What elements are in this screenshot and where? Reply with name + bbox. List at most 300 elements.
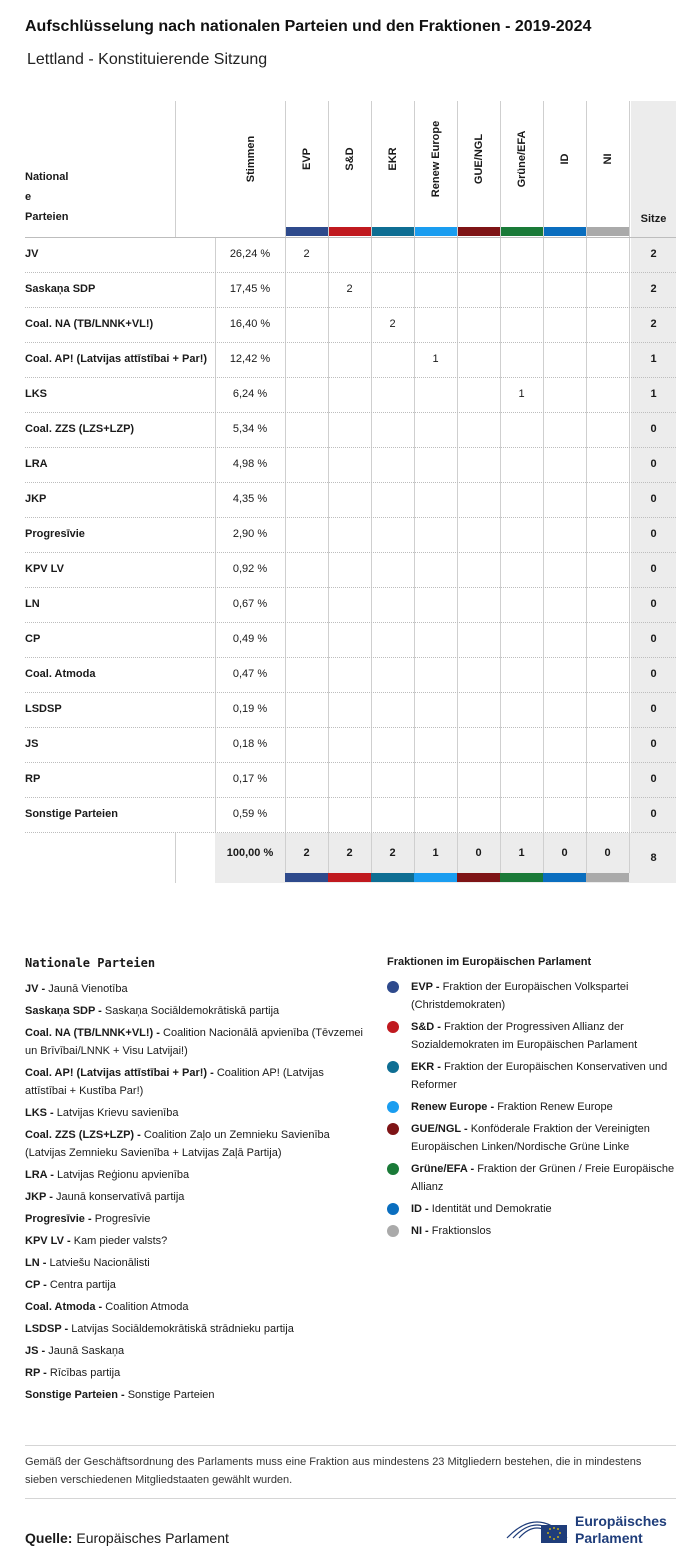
group-colorbar-top	[500, 227, 543, 236]
group-seats-cell	[328, 517, 371, 552]
total-group-seats: 1	[432, 847, 439, 859]
total-group-seats: 2	[389, 847, 396, 859]
group-seats-cell	[414, 447, 457, 482]
results-table	[25, 101, 676, 883]
header-group-ni: NI	[601, 153, 614, 165]
table-row	[25, 692, 676, 727]
party-name: Saskaņa SDP	[25, 283, 96, 295]
legend-name: Identität und Demokratie	[431, 1203, 552, 1215]
group-seats-cell	[328, 482, 371, 517]
group-seats-cell	[500, 552, 543, 587]
legend-national-parties	[25, 956, 365, 1408]
legend-name: Latvijas Sociāldemokrātiskā strādnieku partija	[71, 1323, 294, 1335]
table-row	[25, 482, 676, 517]
group-seats-cell	[414, 552, 457, 587]
legend-abbr: Grüne/EFA -	[411, 1163, 475, 1175]
group-seats-cell	[457, 342, 500, 377]
legend-name: Latvijas Krievu savienība	[56, 1107, 179, 1119]
group-seats-cell	[457, 517, 500, 552]
table-row	[25, 727, 676, 762]
group-seats-cell	[371, 342, 414, 377]
seat-count: 0	[650, 528, 657, 540]
group-seats-cell	[457, 377, 500, 412]
group-seats-cell	[285, 587, 328, 622]
divider	[25, 1498, 676, 1499]
legend-national-item	[25, 1386, 365, 1404]
legend-name: Kam pieder valsts?	[73, 1235, 168, 1247]
group-color-dot-icon	[387, 1163, 399, 1175]
total-group-seats: 1	[518, 847, 525, 859]
group-seats-cell	[543, 272, 586, 307]
legend-abbr: EVP -	[411, 981, 440, 993]
legend-name: Centra partija	[49, 1279, 116, 1291]
legend-group-item	[387, 1098, 677, 1116]
legend-group-item	[387, 1200, 677, 1218]
legend-abbr: LRA -	[25, 1169, 54, 1181]
legend-abbr: Renew Europe -	[411, 1101, 495, 1113]
group-seats-cell	[328, 237, 371, 272]
table-row	[25, 657, 676, 692]
group-seats-cell	[586, 342, 629, 377]
group-seats-cell	[328, 447, 371, 482]
group-seats-cell	[500, 342, 543, 377]
legend-national-item	[25, 980, 365, 998]
table-row	[25, 272, 676, 307]
header-group-gr-ne-efa: Grüne/EFA	[515, 130, 528, 188]
divider	[25, 1445, 676, 1446]
vote-share: 17,45 %	[229, 283, 271, 295]
group-color-dot-icon	[387, 1123, 399, 1135]
group-seats-cell	[500, 517, 543, 552]
legend-group-item	[387, 1058, 677, 1094]
group-seats-cell	[285, 412, 328, 447]
group-seats-cell	[371, 412, 414, 447]
seat-count: 0	[650, 668, 657, 680]
legend-abbr: Coal. ZZS (LZS+LZP) -	[25, 1129, 141, 1141]
legend-abbr: Saskaņa SDP -	[25, 1005, 102, 1017]
vote-share: 0,19 %	[232, 703, 268, 715]
table-row	[25, 447, 676, 482]
legend-abbr: Sonstige Parteien -	[25, 1389, 125, 1401]
group-seats-cell	[414, 482, 457, 517]
table-row	[25, 517, 676, 552]
group-color-dot-icon	[387, 1061, 399, 1073]
legend-national-item	[25, 1188, 365, 1206]
group-seats-cell	[285, 727, 328, 762]
vote-share: 4,98 %	[232, 458, 268, 470]
legend-group-item	[387, 1222, 677, 1240]
group-seats-cell	[328, 797, 371, 832]
legend-name: Progresīvie	[94, 1213, 151, 1225]
party-name: JKP	[25, 493, 47, 505]
group-color-dot-icon	[387, 1101, 399, 1113]
group-seats-cell	[500, 762, 543, 797]
group-seats-cell	[285, 622, 328, 657]
group-seats-cell	[285, 342, 328, 377]
group-seats-cell	[414, 307, 457, 342]
group-seats-cell	[328, 727, 371, 762]
legend-abbr: Coal. NA (TB/LNNK+VL!) -	[25, 1027, 160, 1039]
group-color-dot-icon	[387, 981, 399, 993]
group-seats-cell	[586, 797, 629, 832]
table-row	[25, 622, 676, 657]
group-seats-cell	[328, 762, 371, 797]
legend-name: Fraktionslos	[431, 1225, 492, 1237]
group-seats-cell	[543, 412, 586, 447]
group-seats-cell	[457, 692, 500, 727]
table-row	[25, 762, 676, 797]
header-national-line-3: Parteien	[25, 211, 69, 223]
group-seats-cell	[285, 762, 328, 797]
group-seats-cell	[457, 657, 500, 692]
legend-abbr: S&D -	[411, 1021, 441, 1033]
group-seats-cell	[328, 657, 371, 692]
source-line	[25, 1530, 229, 1546]
legend-abbr: LN -	[25, 1257, 47, 1269]
party-name: LKS	[25, 388, 47, 400]
ep-logo-line-1: Europäisches	[575, 1513, 667, 1529]
vote-share: 2,90 %	[232, 528, 268, 540]
party-name: KPV LV	[25, 563, 64, 575]
group-seats-cell	[457, 482, 500, 517]
group-seats-cell	[586, 762, 629, 797]
page-title: Aufschlüsselung nach nationalen Parteien und den Fraktionen - 2019-2024	[25, 18, 592, 35]
group-seats-cell	[500, 307, 543, 342]
group-seats-cell	[457, 272, 500, 307]
header-group-evp: EVP	[300, 147, 313, 171]
seat-count: 0	[650, 458, 657, 470]
group-seats-cell	[457, 412, 500, 447]
total-group-seats: 0	[475, 847, 482, 859]
header-group-gue-ngl: GUE/NGL	[472, 133, 485, 185]
group-colorbar-top	[371, 227, 414, 236]
group-seats-cell	[500, 237, 543, 272]
total-group-seats: 0	[604, 847, 611, 859]
legend-name: Coalition Nacionālā apvienība (Tēvzemei un Brīvībai/LNNK + Visu Latvijai!)	[25, 1027, 363, 1057]
legend-name: Coalition Atmoda	[105, 1301, 189, 1313]
legend-national-item	[25, 1104, 365, 1122]
group-seats-cell	[414, 237, 457, 272]
legend-group-item	[387, 1018, 677, 1054]
legend-name: Fraktion der Europäischen Konservativen und Reformer	[411, 1061, 668, 1091]
legend-abbr: NI -	[411, 1225, 429, 1237]
seat-count: 0	[650, 598, 657, 610]
group-seats-cell	[457, 797, 500, 832]
group-seats-cell	[543, 447, 586, 482]
group-seats-cell	[457, 447, 500, 482]
ep-logo-line-2: Parlament	[575, 1530, 643, 1546]
group-colorbar-top	[586, 227, 629, 236]
group-seats-cell	[285, 692, 328, 727]
party-name: Coal. AP! (Latvijas attīstībai + Par!)	[25, 353, 208, 365]
group-seats-cell	[371, 237, 414, 272]
legend-national-item	[25, 1210, 365, 1228]
group-seats-cell	[543, 692, 586, 727]
group-seats-cell	[285, 552, 328, 587]
source-label: Quelle:	[25, 1530, 73, 1546]
group-seats-cell	[328, 552, 371, 587]
group-colorbar-top	[285, 227, 328, 236]
table-row	[25, 342, 676, 377]
group-seats-cell	[371, 692, 414, 727]
group-seats-cell	[457, 622, 500, 657]
group-seats-cell	[285, 307, 328, 342]
total-group-seats: 2	[346, 847, 353, 859]
group-seats-cell	[371, 272, 414, 307]
header-national-parties	[25, 167, 85, 227]
legend-national-item	[25, 1002, 365, 1020]
group-seats-cell	[414, 377, 457, 412]
header-national-line-2: e	[25, 191, 32, 203]
group-seats-cell	[371, 657, 414, 692]
table-row	[25, 587, 676, 622]
party-name: Coal. ZZS (LZS+LZP)	[25, 423, 135, 435]
vote-share: 12,42 %	[229, 353, 271, 365]
group-seats-cell	[457, 307, 500, 342]
seat-count: 1	[650, 388, 657, 400]
table-row	[25, 552, 676, 587]
total-seats: 8	[650, 852, 657, 864]
group-seats-cell	[543, 657, 586, 692]
group-seats-cell	[328, 692, 371, 727]
group-seats-cell	[285, 447, 328, 482]
group-seats-cell	[371, 727, 414, 762]
legend-national-item	[25, 1254, 365, 1272]
group-seats-cell	[500, 797, 543, 832]
group-seats-cell	[586, 517, 629, 552]
group-seats-cell	[543, 517, 586, 552]
table-row	[25, 237, 676, 272]
legend-name: Coalition Zaļo un Zemnieku Savienība (Latvijas Zemnieku Savienība + Latvijas Zaļā Partija)	[25, 1129, 330, 1159]
seat-count: 0	[650, 808, 657, 820]
group-seats-cell	[457, 762, 500, 797]
legend-name: Rīcības partija	[49, 1367, 121, 1379]
group-seats-cell	[500, 272, 543, 307]
legend-abbr: RP -	[25, 1367, 47, 1379]
legend-abbr: GUE/NGL -	[411, 1123, 468, 1135]
grid-vline	[175, 101, 176, 237]
seat-count: 0	[650, 493, 657, 505]
vote-share: 4,35 %	[232, 493, 268, 505]
group-seats-cell	[285, 272, 328, 307]
group-seats-cell	[586, 587, 629, 622]
legend-group-item	[387, 978, 677, 1014]
seat-count: 0	[650, 773, 657, 785]
legend-national-heading: Nationale Parteien	[25, 956, 156, 970]
group-seats-cell	[457, 237, 500, 272]
group-seats-cell	[328, 622, 371, 657]
group-seats-cell: 1	[518, 388, 525, 400]
seat-count: 0	[650, 633, 657, 645]
group-seats-cell	[500, 692, 543, 727]
group-seats-cell	[586, 692, 629, 727]
legend-name: Konföderale Fraktion der Vereinigten Europäischen Linken/Nordische Grüne Linke	[411, 1123, 650, 1153]
total-group-seats: 0	[561, 847, 568, 859]
group-color-dot-icon	[387, 1203, 399, 1215]
legend-name: Jaunā konservatīvā partija	[55, 1191, 185, 1203]
group-seats-cell	[586, 237, 629, 272]
group-seats-cell	[371, 797, 414, 832]
legend-abbr: LKS -	[25, 1107, 54, 1119]
seat-count: 2	[650, 283, 657, 295]
group-seats-cell	[500, 412, 543, 447]
group-seats-cell	[543, 762, 586, 797]
table-row	[25, 797, 676, 832]
group-seats-cell	[328, 412, 371, 447]
party-name: CP	[25, 633, 41, 645]
group-seats-cell	[414, 272, 457, 307]
legend-groups-heading: Fraktionen im Europäischen Parlament	[387, 956, 592, 968]
group-seats-cell	[500, 482, 543, 517]
header-national-line-1: National	[25, 171, 69, 183]
group-seats-cell	[586, 412, 629, 447]
party-name: Coal. NA (TB/LNNK+VL!)	[25, 318, 154, 330]
vote-share: 26,24 %	[229, 248, 271, 260]
seat-count: 2	[650, 248, 657, 260]
vote-share: 0,47 %	[232, 668, 268, 680]
footnote: Gemäß der Geschäftsordnung des Parlaments muss eine Fraktion aus mindestens 23 Mitgliedern bestehen, die in mindestens sieben verschiedenen Mitgliedstaaten gewählt wurden.	[25, 1456, 642, 1486]
seat-count: 2	[650, 318, 657, 330]
legend-abbr: Coal. AP! (Latvijas attīstībai + Par!) -	[25, 1067, 214, 1079]
vote-share: 0,18 %	[232, 738, 268, 750]
vote-share: 0,67 %	[232, 598, 268, 610]
legend-abbr: JKP -	[25, 1191, 53, 1203]
group-seats-cell	[414, 762, 457, 797]
group-seats-cell	[543, 797, 586, 832]
legend-abbr: KPV LV -	[25, 1235, 71, 1247]
ep-logo-text	[575, 1513, 667, 1547]
legend-national-item	[25, 1276, 365, 1294]
group-seats-cell	[414, 517, 457, 552]
vote-share: 0,49 %	[232, 633, 268, 645]
legend-name: Fraktion der Progressiven Allianz der Sozialdemokraten im Europäischen Parlament	[411, 1021, 638, 1051]
group-seats-cell	[543, 377, 586, 412]
group-seats-cell	[285, 517, 328, 552]
legend-national-item	[25, 1364, 365, 1382]
group-seats-cell	[586, 622, 629, 657]
header-seats: Sitze	[640, 213, 667, 225]
group-seats-cell	[543, 307, 586, 342]
group-seats-cell	[500, 622, 543, 657]
group-seats-cell	[371, 377, 414, 412]
group-seats-cell	[328, 587, 371, 622]
group-seats-cell	[543, 552, 586, 587]
legend-abbr: LSDSP -	[25, 1323, 69, 1335]
seat-count: 0	[650, 738, 657, 750]
group-seats-cell	[328, 307, 371, 342]
group-seats-cell	[285, 657, 328, 692]
legend-abbr: ID -	[411, 1203, 429, 1215]
legend-group-item	[387, 1120, 677, 1156]
legend-name: Jaunā Saskaņa	[48, 1345, 125, 1357]
group-seats-cell	[371, 762, 414, 797]
group-colorbar-top	[414, 227, 457, 236]
legend-national-item	[25, 1166, 365, 1184]
group-seats-cell	[500, 727, 543, 762]
table-row	[25, 412, 676, 447]
group-seats-cell	[328, 377, 371, 412]
group-seats-cell: 2	[303, 248, 310, 260]
party-name: RP	[25, 773, 41, 785]
group-seats-cell	[371, 447, 414, 482]
group-seats-cell	[586, 727, 629, 762]
group-seats-cell	[543, 727, 586, 762]
legend-national-item	[25, 1064, 365, 1100]
legend-national-item	[25, 1024, 365, 1060]
group-seats-cell	[586, 447, 629, 482]
group-seats-cell	[414, 587, 457, 622]
legend-name: Fraktion Renew Europe	[497, 1101, 613, 1113]
party-name: LSDSP	[25, 703, 62, 715]
legend-abbr: JV -	[25, 983, 46, 995]
group-seats-cell	[457, 587, 500, 622]
vote-share: 0,17 %	[232, 773, 268, 785]
group-seats-cell	[586, 272, 629, 307]
group-seats-cell	[586, 657, 629, 692]
legend-national-item	[25, 1342, 365, 1360]
legend-abbr: EKR -	[411, 1061, 441, 1073]
legend-abbr: CP -	[25, 1279, 47, 1291]
legend-name: Fraktion der Grünen / Freie Europäische Allianz	[411, 1163, 675, 1193]
group-seats-cell	[500, 657, 543, 692]
page-subtitle: Lettland - Konstituierende Sitzung	[27, 51, 268, 68]
total-pct: 100,00 %	[226, 847, 274, 859]
group-seats-cell	[586, 307, 629, 342]
party-name: JS	[25, 738, 39, 750]
legend-name: Saskaņa Sociāldemokrātiskā partija	[104, 1005, 280, 1017]
legend-abbr: Coal. Atmoda -	[25, 1301, 103, 1313]
party-name: JV	[25, 248, 39, 260]
legend-abbr: Progresīvie -	[25, 1213, 92, 1225]
group-seats-cell	[457, 727, 500, 762]
seat-count: 0	[650, 423, 657, 435]
group-seats-cell	[371, 622, 414, 657]
group-seats-cell	[328, 342, 371, 377]
seat-count: 1	[650, 353, 657, 365]
group-seats-cell	[543, 237, 586, 272]
legend-name: Latviešu Nacionālisti	[49, 1257, 150, 1269]
vote-share: 0,59 %	[232, 808, 268, 820]
group-colorbar-top	[543, 227, 586, 236]
group-seats-cell	[586, 482, 629, 517]
total-group-seats: 2	[303, 847, 310, 859]
group-seats-cell: 2	[389, 318, 396, 330]
table-row	[25, 307, 676, 342]
legend-groups	[387, 956, 677, 1244]
group-seats-cell: 1	[432, 353, 439, 365]
header-group-ekr: EKR	[386, 147, 399, 171]
group-seats-cell	[285, 377, 328, 412]
group-seats-cell	[586, 552, 629, 587]
seat-count: 0	[650, 563, 657, 575]
party-name: LRA	[25, 458, 48, 470]
group-seats-cell	[371, 587, 414, 622]
group-seats-cell	[543, 587, 586, 622]
group-colorbar-top	[457, 227, 500, 236]
header-group-id: ID	[558, 153, 571, 165]
vote-share: 6,24 %	[232, 388, 268, 400]
legend-name: Coalition AP! (Latvijas attīstībai + Kustība Par!)	[25, 1067, 324, 1097]
header-votes: Stimmen	[245, 135, 257, 183]
group-colorbar-top	[328, 227, 371, 236]
legend-group-item	[387, 1160, 677, 1196]
group-seats-cell	[285, 797, 328, 832]
seat-count: 0	[650, 703, 657, 715]
legend-name: Sonstige Parteien	[127, 1389, 215, 1401]
group-seats-cell	[414, 797, 457, 832]
group-seats-cell	[414, 727, 457, 762]
group-seats-cell: 2	[346, 283, 353, 295]
